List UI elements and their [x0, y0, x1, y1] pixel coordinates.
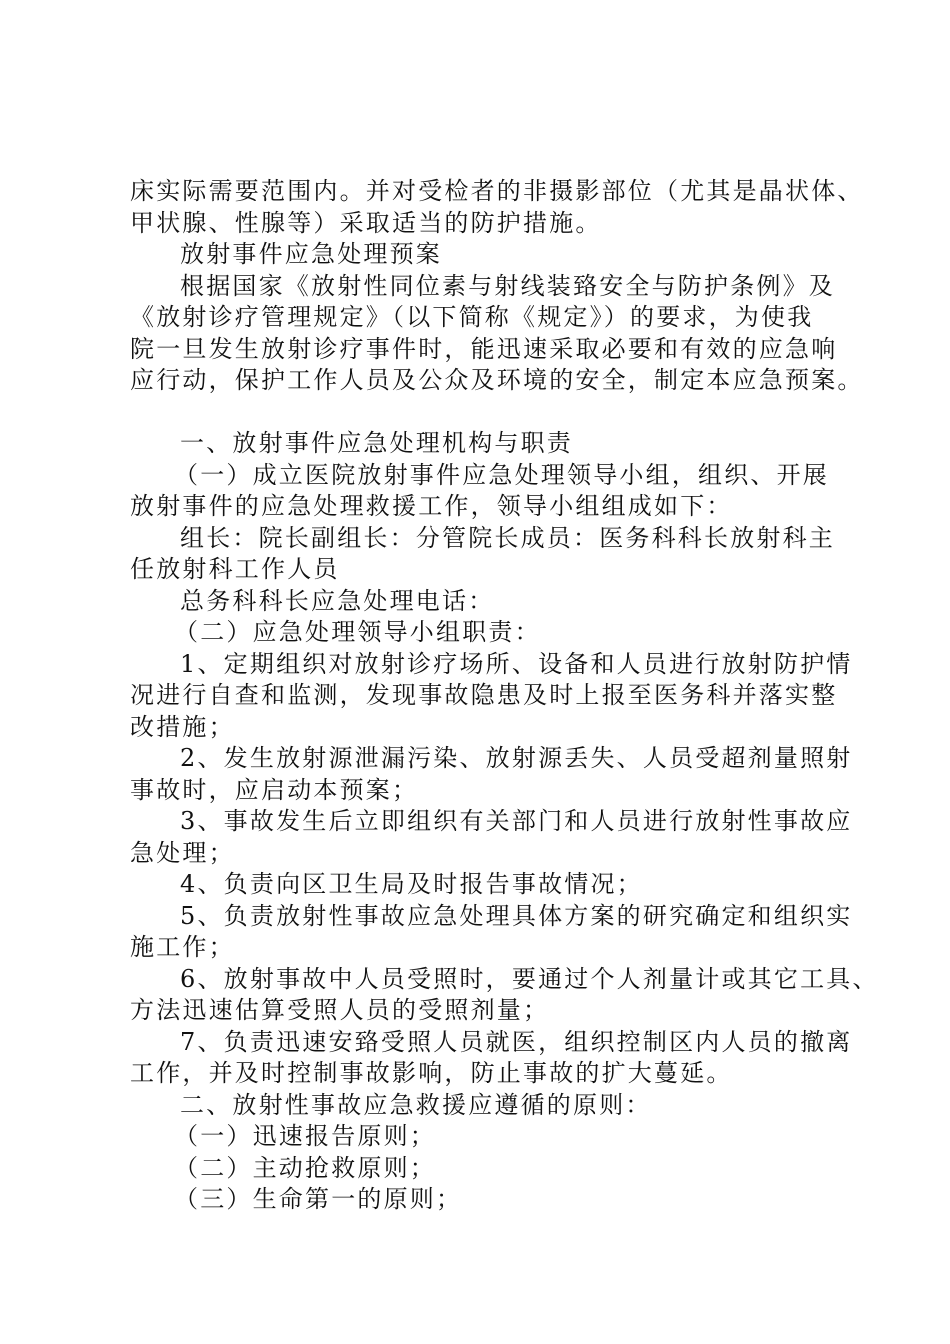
list-item: 2、发生放射源泄漏污染、放射源丢失、人员受超剂量照射	[180, 744, 853, 772]
section-heading: 放射事件应急处理预案	[180, 240, 442, 268]
blank-line	[130, 397, 860, 429]
document-body	[130, 176, 879, 1216]
list-item: （二）主动抢救原则；	[174, 1153, 436, 1182]
list-item: （三）生命第一的原则；	[174, 1185, 463, 1213]
list-item: 5、负责放射性事故应急处理具体方案的研究确定和组织实	[180, 901, 853, 930]
text-line: 放射事件的应急处理救援工作，领导小组组成如下：	[130, 492, 733, 520]
text-line: 施工作；	[130, 933, 235, 961]
list-item: 1、定期组织对放射诊疗场所、设备和人员进行放射防护情	[180, 649, 853, 678]
text-line: 组长：院长副组长：分管院长成员：医务科科长放射科主	[180, 523, 835, 552]
text-line: 甲状腺、性腺等）采取适当的防护措施。	[130, 208, 602, 237]
section-heading: 二、放射性事故应急救援应遵循的原则：	[180, 1090, 652, 1119]
text-line: 《放射诊疗管理规定》（以下简称《规定》）的要求，为使我	[130, 303, 814, 331]
list-item: （一）迅速报告原则；	[174, 1122, 436, 1150]
text-line: 总务科科长应急处理电话：	[180, 586, 495, 615]
list-item: 3、事故发生后立即组织有关部门和人员进行放射性事故应	[180, 807, 853, 835]
text-line: 院一旦发生放射诊疗事件时，能迅速采取必要和有效的应急响	[130, 334, 838, 363]
text-line: 方法迅速估算受照人员的受照剂量；	[130, 996, 550, 1024]
list-item: 4、负责向区卫生局及时报告事故情况；	[180, 870, 643, 898]
text-line: 工作，并及时控制事故影响，防止事故的扩大蔓延。	[130, 1059, 733, 1087]
text-line: 任放射科工作人员	[130, 555, 340, 583]
text-line: 根据国家《放射性同位素与射线装臵安全与防护条例》及	[180, 271, 835, 300]
text-line: 事故时，应启动本预案；	[130, 775, 419, 804]
text-line: （二）应急处理领导小组职责：	[174, 618, 541, 646]
list-item: 7、负责迅速安臵受照人员就医，组织控制区内人员的撤离	[180, 1027, 853, 1056]
text-line: 改措施；	[130, 712, 235, 741]
text-line: （一）成立医院放射事件应急处理领导小组，组织、开展	[174, 460, 829, 489]
section-heading: 一、放射事件应急处理机构与职责	[180, 429, 573, 457]
list-item: 6、放射事故中人员受照时，要通过个人剂量计或其它工具、	[180, 964, 879, 993]
text-line: 床实际需要范围内。并对受检者的非摄影部位（尤其是晶状体、	[130, 177, 864, 205]
text-line: 况进行自查和监测，发现事故隐患及时上报至医务科并落实整	[130, 681, 838, 709]
text-line: 急处理；	[130, 838, 235, 867]
text-line: 应行动，保护工作人员及公众及环境的安全，制定本应急预案。	[130, 366, 864, 394]
